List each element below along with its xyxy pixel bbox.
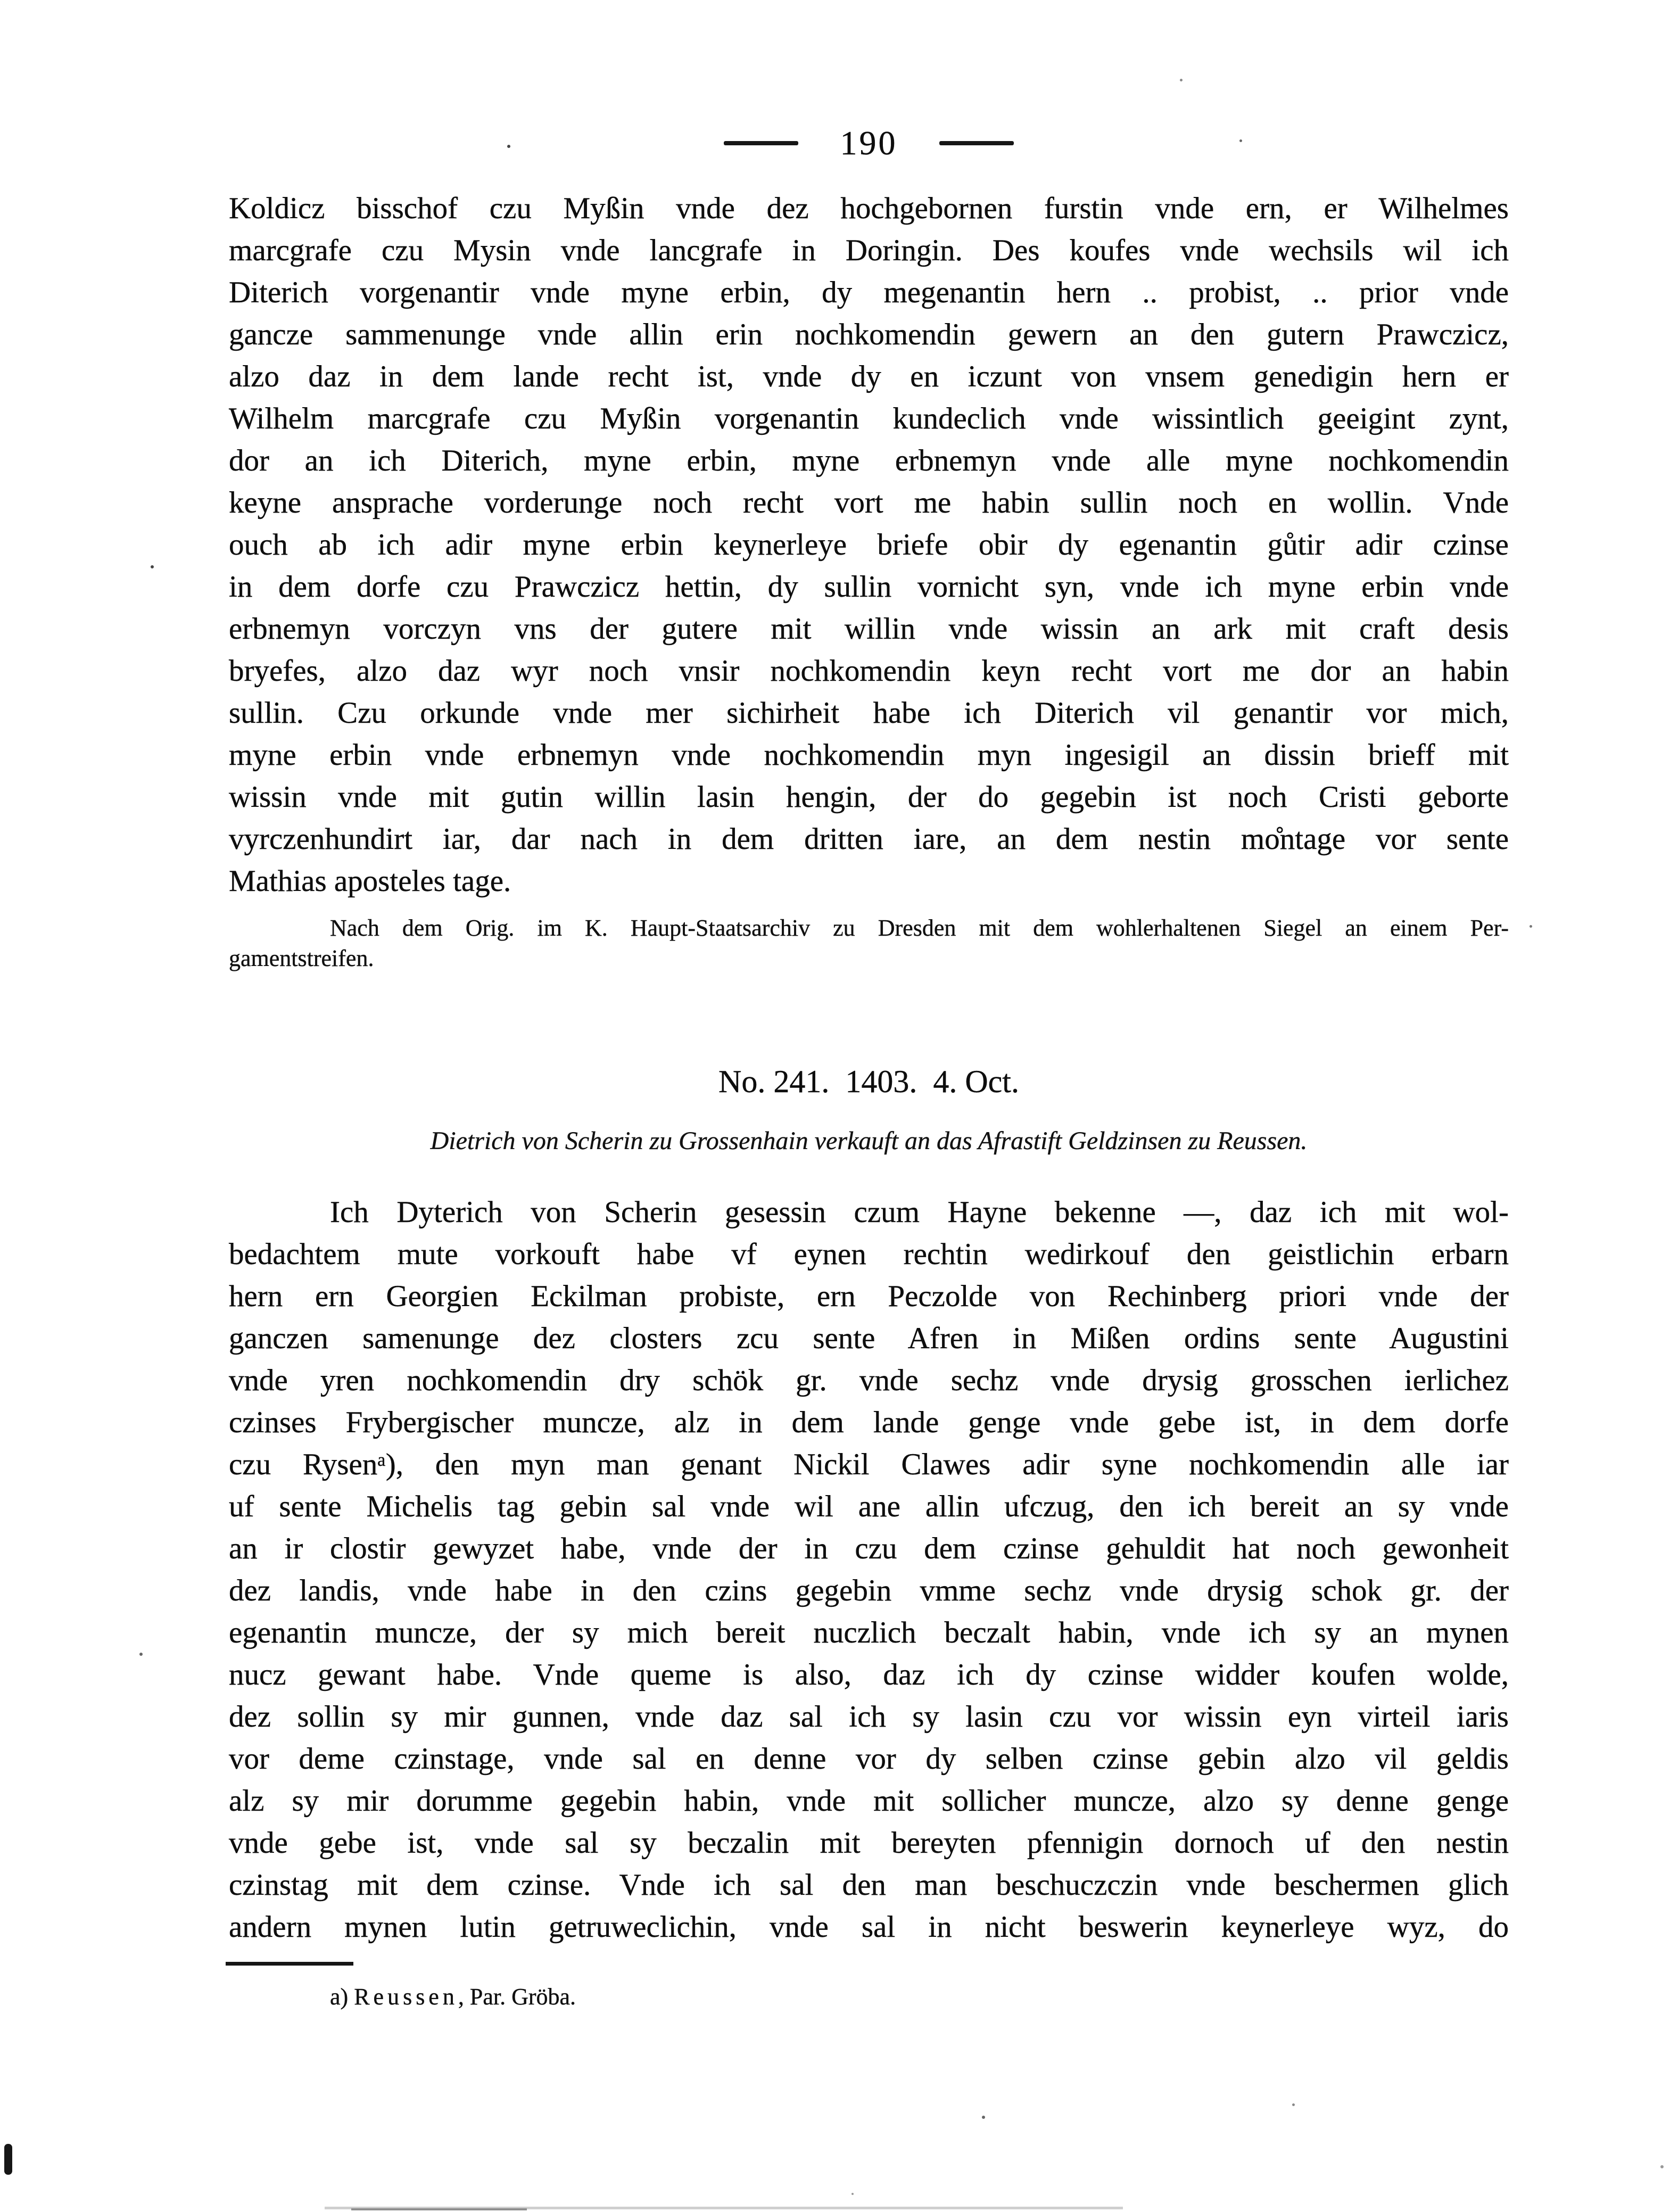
- text-line: nucz gewant habe. Vnde queme is also, daz ich dy czinse widder koufen wolde,: [229, 1658, 1509, 1691]
- text-line: keyne ansprache vorderunge noch recht vort me habin sullin noch en wollin. Vnde: [229, 486, 1509, 519]
- scan-artifact: [1530, 925, 1532, 928]
- doc240-source-note: [229, 913, 1509, 973]
- header-rule-left: [724, 141, 798, 145]
- scan-artifact: [351, 2208, 527, 2210]
- scan-artifact: [507, 145, 510, 148]
- text-line: an ir clostir gewyzet habe, vnde der in czu dem czinse gehuldit hat noch gewonheit: [229, 1532, 1509, 1565]
- text-line: bryefes, alzo daz wyr noch vnsir nochkomendin keyn recht vort me dor an habin: [229, 654, 1509, 688]
- footnote-term: Reussen: [354, 1984, 458, 2010]
- text-line: czinses Frybergischer muncze, alz in dem lande genge vnde gebe ist, in dem dorfe: [229, 1406, 1509, 1439]
- text-line: myne erbin vnde erbnemyn vnde nochkomendin myn ingesigil an dissin brieff mit: [229, 738, 1509, 772]
- text-line: Nach dem Orig. im K. Haupt-Staatsarchiv zu Dresden mit dem wohlerhaltenen Siegel an einem Per-: [330, 915, 1509, 941]
- text-line: uf sente Michelis tag gebin sal vnde wil ane allin ufczug, den ich bereit an sy vnde: [229, 1490, 1509, 1523]
- text-line: dez landis, vnde habe in den czins gegebin vmme sechz vnde drysig schok gr. der: [229, 1574, 1509, 1607]
- text-line: erbnemyn vorczyn vns der gutere mit willin vnde wissin an ark mit craft desis: [229, 612, 1509, 646]
- text-line: czinstag mit dem czinse. Vnde ich sal den man beschuczczin vnde beschermen glich: [229, 1868, 1509, 1902]
- text-line: ganczen samenunge dez closters zcu sente Afren in Mißen ordins sente Augustini: [229, 1322, 1509, 1355]
- scan-artifact: [1180, 79, 1183, 81]
- text-line: alz sy mir dorumme gegebin habin, vnde mit sollicher muncze, alzo sy denne genge: [229, 1784, 1509, 1818]
- text-line: in dem dorfe czu Prawczicz hettin, dy sullin vornicht syn, vnde ich myne erbin vnde: [229, 570, 1509, 604]
- text-line: Diterich vorgenantir vnde myne erbin, dy megenantin hern .. probist, .. prior vnde: [229, 276, 1509, 309]
- scan-artifact: [139, 1653, 143, 1656]
- text-line: ouch ab ich adir myne erbin keynerleye briefe obir dy egenantin gůtir adir czinse: [229, 528, 1509, 562]
- text-line: vnde yren nochkomendin dry schök gr. vnde sechz vnde drysig grosschen ierlichez: [229, 1364, 1509, 1397]
- text-line: Wilhelm marcgrafe czu Myßin vorgenantin kundeclich vnde wissintlich geeigint zynt,: [229, 402, 1509, 435]
- running-head: [724, 120, 1014, 166]
- text-line: gancze sammenunge vnde allin erin nochkomendin gewern an den gutern Prawczicz,: [229, 318, 1509, 351]
- text-line: vyrczenhundirt iar, dar nach in dem dritten iare, an dem nestin mo̊ntage vor sente: [229, 822, 1509, 856]
- text-line: vnde gebe ist, vnde sal sy beczalin mit bereyten pfennigin dornoch uf den nestin: [229, 1826, 1509, 1860]
- text-line: Mathias aposteles tage.: [229, 864, 511, 898]
- text-line: sullin. Czu orkunde vnde mer sichirheit habe ich Diterich vil genantir vor mich,: [229, 696, 1509, 730]
- text-line: andern mynen lutin getruweclichin, vnde sal in nicht beswerin keynerleye wyz, do: [229, 1910, 1509, 1944]
- scan-artifact: [1292, 2103, 1295, 2106]
- doc240-body-text: [229, 187, 1509, 902]
- page-number: 190: [840, 124, 898, 162]
- scan-artifact: [1660, 2165, 1664, 2168]
- text-line: vor deme czinstage, vnde sal en denne vor dy selben czinse gebin alzo vil geldis: [229, 1742, 1509, 1776]
- text-line: wissin vnde mit gutin willin lasin hengin, der do gegebin ist noch Cristi geborte: [229, 780, 1509, 814]
- text-line: hern ern Georgien Eckilman probiste, ern Peczolde von Rechinberg priori vnde der: [229, 1280, 1509, 1313]
- scan-artifact: [851, 2193, 854, 2195]
- text-line: czu Rysenᵃ), den myn man genant Nickil Clawes adir syne nochkomendin alle iar: [229, 1448, 1509, 1481]
- scan-artifact: [151, 565, 154, 568]
- doc241-footnote: [229, 1983, 1509, 2010]
- text-line: alzo daz in dem lande recht ist, vnde dy en iczunt von vnsem genedigin hern er: [229, 360, 1509, 393]
- footnote-rest: , Par. Gröba.: [458, 1984, 576, 2010]
- footnote-marker: a): [330, 1984, 349, 2010]
- text-line: gamentstreifen.: [229, 945, 374, 971]
- text-line: egenantin muncze, der sy mich bereit nuczlich beczalt habin, vnde ich sy an mynen: [229, 1616, 1509, 1649]
- doc241-regest: Dietrich von Scherin zu Grossenhain verkauft an das Afrastift Geldzinsen zu Reussen.: [430, 1127, 1308, 1155]
- text-line: dor an ich Diterich, myne erbin, myne erbnemyn vnde alle myne nochkomendin: [229, 444, 1509, 477]
- doc241-heading: No. 241. 1403. 4. Oct.: [718, 1064, 1019, 1099]
- text-line: bedachtem mute vorkouft habe vf eynen rechtin wedirkouf den geistlichin erbarn: [229, 1237, 1509, 1271]
- text-line: dez sollin sy mir gunnen, vnde daz sal ich sy lasin czu vor wissin eyn virteil iaris: [229, 1700, 1509, 1734]
- scan-artifact: [982, 2116, 985, 2119]
- scan-artifact: [1239, 139, 1242, 142]
- text-line: Koldicz bisschof czu Myßin vnde dez hochgebornen furstin vnde ern, er Wilhelmes: [229, 192, 1509, 225]
- scan-artifact: [4, 2144, 12, 2175]
- doc241-body-text: [229, 1191, 1509, 1948]
- text-line: Ich Dyterich von Scherin gesessin czum Hayne bekenne —, daz ich mit wol-: [330, 1195, 1509, 1229]
- header-rule-right: [939, 141, 1014, 145]
- text-line: marcgrafe czu Mysin vnde lancgrafe in Doringin. Des koufes vnde wechsils wil ich: [229, 234, 1509, 267]
- footnote-rule: [226, 1962, 353, 1966]
